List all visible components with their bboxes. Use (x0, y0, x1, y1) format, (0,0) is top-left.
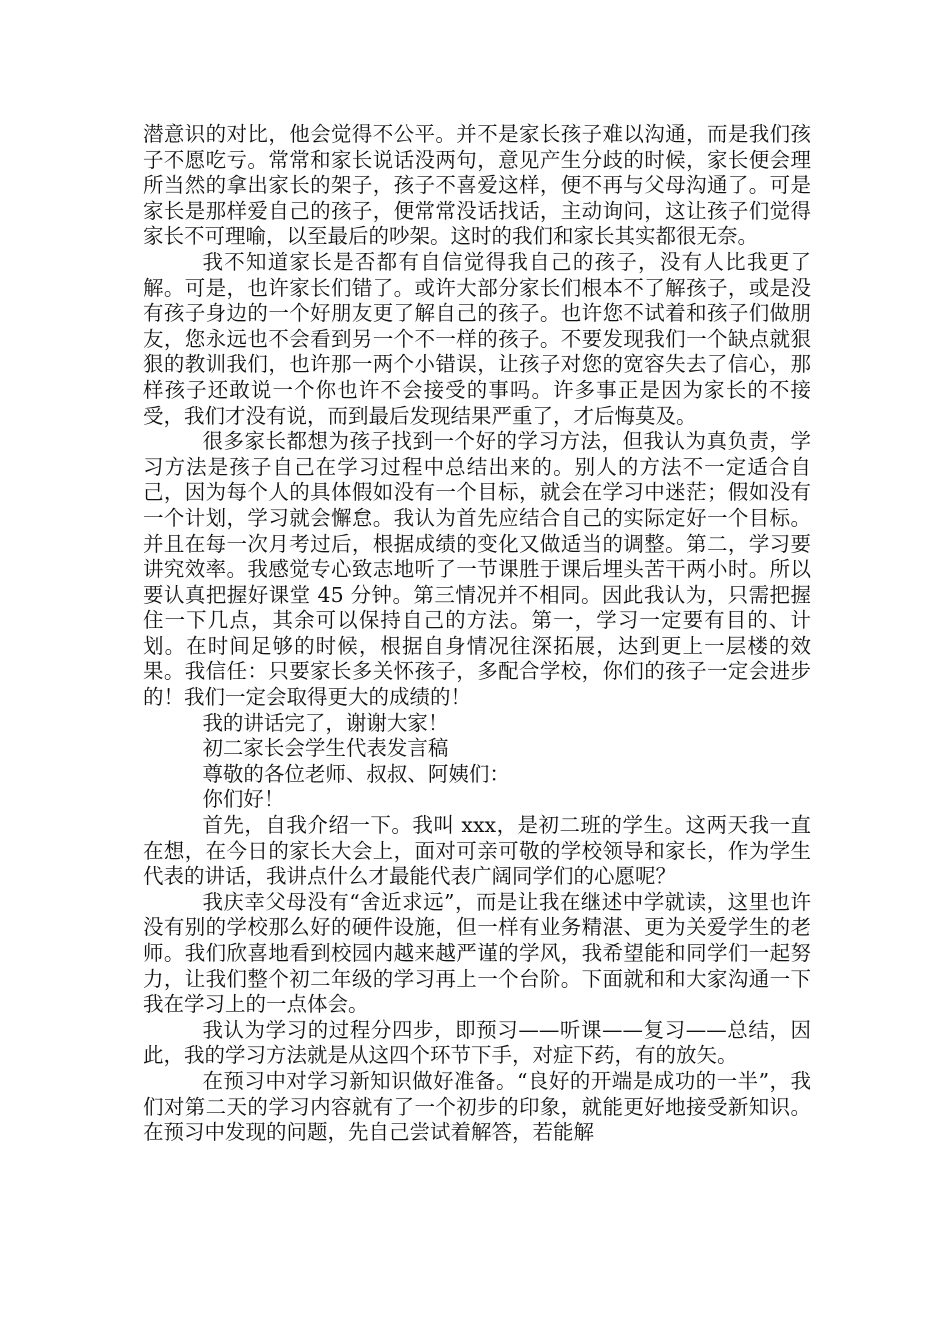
section-title: 初二家长会学生代表发言稿 (202, 736, 449, 761)
greeting: 你们好！ (202, 787, 285, 812)
closing-line: 我的讲话完了，谢谢大家！ (202, 710, 449, 735)
paragraph: 很多家长都想为孩子找到一个好的学习方法，但我认为真负责，学习方法是孩子自己在学习过程中总结出来的。别人的方法不一定适合自己，因为每个人的具体假如没有一个目标，就会在学习中迷茫；假如没有一个计划，学习就会懈怠。我认为首先应结合自己的实际定好一个目标。并且在每一次月考过后，根据成绩的变化又做适当的调整。第二，学习要讲究效率。我感觉专心致志地听了一节课胜于课后埋头苦干两小时。所以要认真把握好课堂 45 分钟。第三情况并不相同。因此我认为，只需把握住一下几点，其余可以保持自己的方法。第一，学习一定要有目的、计划。在时间足够的时候，根据自身情况往深拓展，达到更上一层楼的效果。我信任：只要家长多关怀孩子，多配合学校，你们的孩子一定会进步的！我们一定会取得更大的成绩的！ (143, 429, 811, 710)
paragraph: 在预习中对学习新知识做好准备。“良好的开端是成功的一半”，我们对第二天的学习内容就有了一个初步的印象，就能更好地接受新知识。在预习中发现的问题，先自己尝试着解答，若能解 (143, 1068, 811, 1145)
salutation: 尊敬的各位老师、叔叔、阿姨们： (202, 761, 510, 786)
paragraph: 我认为学习的过程分四步，即预习——听课——复习——总结，因此，我的学习方法就是从这四个环节下手，对症下药，有的放矢。 (143, 1017, 811, 1068)
paragraph: 我不知道家长是否都有自信觉得我自己的孩子，没有人比我更了解。可是，也许家长们错了。或许大部分家长们根本不了解孩子，或是没有孩子身边的一个好朋友更了解自己的孩子。也许您不试着和孩子们做朋友，您永远也不会看到另一个不一样的孩子。不要发现我们一个缺点就狠狠的教训我们，也许那一两个小错误，让孩子对您的宽容失去了信心，那样孩子还敢说一个你也许不会接受的事吗。许多事正是因为家长的不接受，我们才没有说，而到最后发现结果严重了，才后悔莫及。 (143, 249, 811, 428)
paragraph: 潜意识的对比，他会觉得不公平。并不是家长孩子难以沟通，而是我们孩子不愿吃亏。常常和家长说话没两句，意见产生分歧的时候，家长便会理所当然的拿出家长的架子，孩子不喜爱这样，便不再与父母沟通了。可是家长是那样爱自己的孩子，便常常没话找话，主动询问，这让孩子们觉得家长不可理喻，以至最后的吵架。这时的我们和家长其实都很无奈。 (143, 122, 811, 249)
document-body (143, 122, 811, 1146)
paragraph: 我庆幸父母没有“舍近求远”，而是让我在继述中学就读，这里也许没有别的学校那么好的硬件设施，但一样有业务精湛、更为关爱学生的老师。我们欣喜地看到校园内越来越严谨的学风，我希望能和同学们一起努力，让我们整个初二年级的学习再上一个台阶。下面就和和大家沟通一下我在学习上的一点体会。 (143, 889, 811, 1017)
paragraph: 首先，自我介绍一下。我叫 xxx，是初二班的学生。这两天我一直在想，在今日的家长大会上，面对可亲可敬的学校领导和家长，作为学生代表的讲话，我讲点什么才最能代表广阔同学们的心愿呢？ (143, 813, 811, 889)
